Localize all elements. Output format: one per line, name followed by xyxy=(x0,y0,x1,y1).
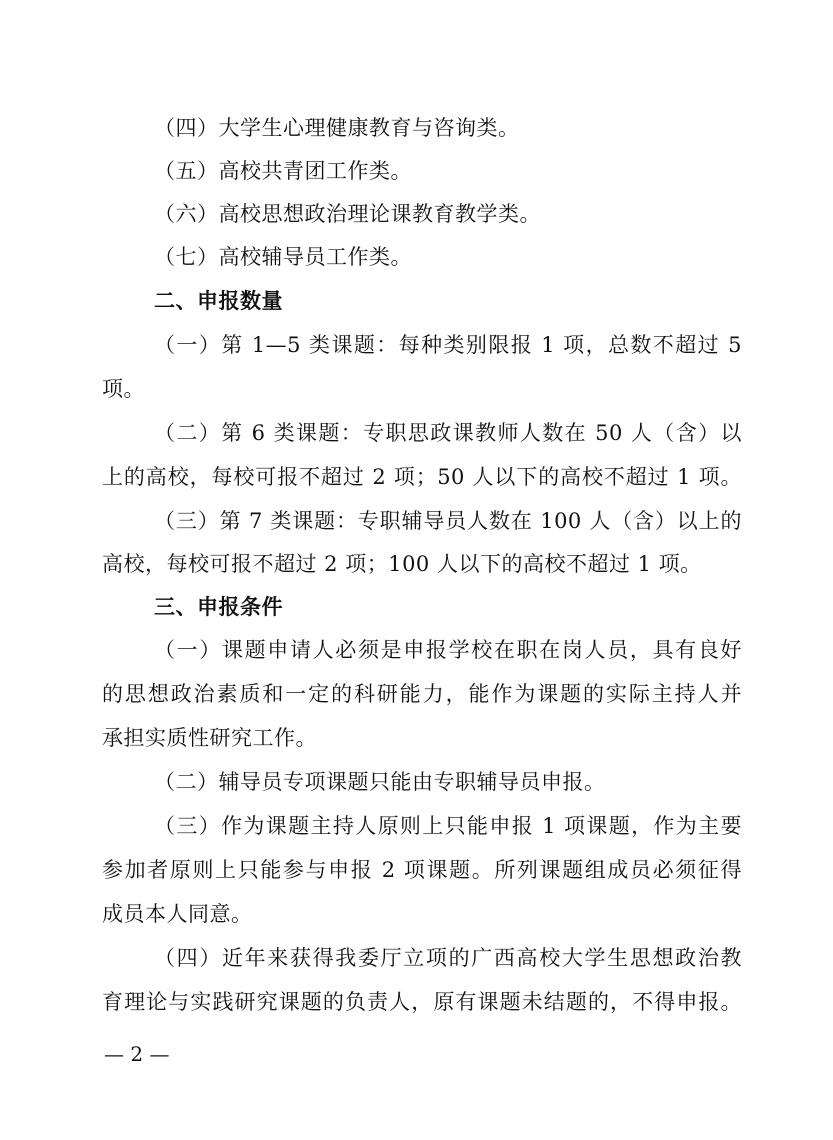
paragraph-line: （二）第 6 类课题：专职思政课教师人数在 50 人（含）以 xyxy=(154,421,742,445)
paragraph-line: （四）近年来获得我委厅立项的广西高校大学生思想政治教 xyxy=(154,946,742,970)
paragraph-line: （三）作为课题主持人原则上只能申报 1 项课题，作为主要 xyxy=(154,814,742,838)
list-item-category-4: （四）大学生心理健康教育与咨询类。 xyxy=(154,116,520,140)
paragraph-line: （三）第 7 类课题：专职辅导员人数在 100 人（含）以上的 xyxy=(154,509,742,533)
page-number: — 2 — xyxy=(104,1042,170,1066)
list-item-category-7: （七）高校辅导员工作类。 xyxy=(154,245,412,269)
paragraph-line: 的思想政治素质和一定的科研能力，能作为课题的实际主持人并 xyxy=(102,682,742,706)
paragraph-line: 成员本人同意。 xyxy=(102,902,253,926)
list-item-category-6: （六）高校思想政治理论课教育教学类。 xyxy=(154,202,541,226)
list-item-category-5: （五）高校共青团工作类。 xyxy=(154,159,412,183)
paragraph-line: （一）第 1—5 类课题：每种类别限报 1 项，总数不超过 5 xyxy=(154,333,742,357)
paragraph-line: 承担实质性研究工作。 xyxy=(102,726,317,750)
section-heading-conditions: 三、申报条件 xyxy=(154,595,283,619)
paragraph-line: 参加者原则上只能参与申报 2 项课题。所列课题组成员必须征得 xyxy=(102,858,742,882)
paragraph-line: 育理论与实践研究课题的负责人，原有课题未结题的，不得申报。 xyxy=(102,990,742,1014)
paragraph-line: （一）课题申请人必须是申报学校在职在岗人员，具有良好 xyxy=(154,638,742,662)
paragraph-line: （二）辅导员专项课题只能由专职辅导员申报。 xyxy=(154,770,606,794)
paragraph-line: 高校，每校可报不超过 2 项；100 人以下的高校不超过 1 项。 xyxy=(102,552,702,576)
section-heading-quantity: 二、申报数量 xyxy=(154,289,283,313)
paragraph-line: 项。 xyxy=(102,377,145,401)
paragraph-line: 上的高校，每校可报不超过 2 项；50 人以下的高校不超过 1 项。 xyxy=(102,465,742,489)
